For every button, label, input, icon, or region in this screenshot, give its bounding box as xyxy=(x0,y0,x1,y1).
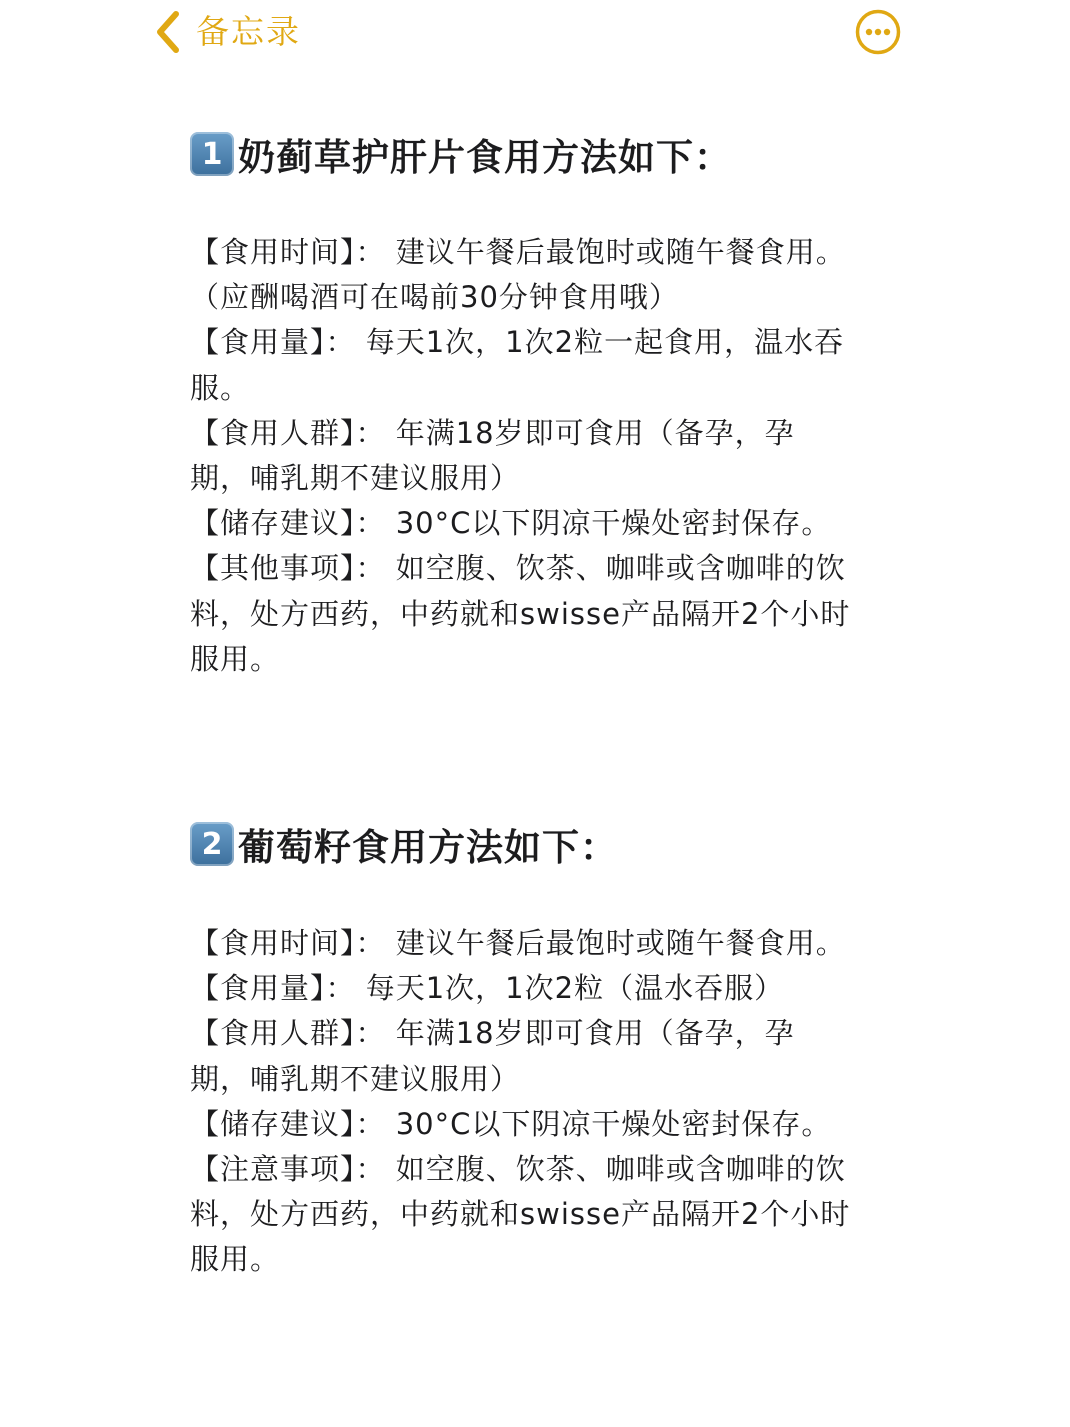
text-line: 服。 xyxy=(190,370,251,405)
text-line: 期，哺乳期不建议服用） xyxy=(190,460,521,495)
text-line: （应酬喝酒可在喝前30分钟食用哦） xyxy=(190,280,679,315)
keycap-one-icon: 1 xyxy=(190,132,234,176)
text-line: 料，处方西药，中药就和swisse产品隔开2个小时 xyxy=(190,1197,851,1232)
text-line: 【注意事项】： 如空腹、饮茶、咖啡或含咖啡的饮 xyxy=(190,1151,846,1186)
note-section-milk-thistle xyxy=(190,124,910,676)
section-heading xyxy=(190,814,910,874)
note-section-grape-seed xyxy=(190,814,910,1277)
keycap-two-icon: 2 xyxy=(190,822,234,866)
text-line: 【食用时间】： 建议午餐后最饱时或随午餐食用。 xyxy=(190,235,846,269)
section-heading xyxy=(190,124,910,184)
text-line: 【食用人群】： 年满18岁即可食用（备孕，孕 xyxy=(190,415,795,450)
text-line: 【其他事项】： 如空腹、饮茶、咖啡或含咖啡的饮 xyxy=(190,551,846,586)
text-line: 服用。 xyxy=(190,1242,281,1277)
text-line: 服用。 xyxy=(190,641,281,676)
text-line: 【食用时间】： 建议午餐后最饱时或随午餐食用。 xyxy=(190,926,846,960)
back-label: 备忘录 xyxy=(196,12,301,51)
back-button[interactable] xyxy=(152,8,301,56)
chevron-left-icon xyxy=(152,10,184,54)
text-line: 【储存建议】： 30°C以下阴凉干燥处密封保存。 xyxy=(190,506,832,541)
text-line: 【食用人群】： 年满18岁即可食用（备孕，孕 xyxy=(190,1016,795,1051)
more-options-button[interactable] xyxy=(855,9,901,55)
section-body xyxy=(190,230,910,682)
text-line: 【储存建议】： 30°C以下阴凉干燥处密封保存。 xyxy=(190,1106,832,1141)
section-title: 奶蓟草护肝片食用方法如下： xyxy=(238,136,732,179)
section-body xyxy=(190,921,910,1283)
section-title: 葡萄籽食用方法如下： xyxy=(238,826,618,869)
text-line: 期，哺乳期不建议服用） xyxy=(190,1061,521,1096)
navigation-bar xyxy=(0,0,1070,64)
text-line: 【食用量】： 每天1次，1次2粒（温水吞服） xyxy=(190,971,785,1006)
ellipsis-circle-icon xyxy=(855,9,901,55)
text-line: 料，处方西药，中药就和swisse产品隔开2个小时 xyxy=(190,596,851,631)
text-line: 【食用量】： 每天1次，1次2粒一起食用，温水吞 xyxy=(190,325,845,360)
